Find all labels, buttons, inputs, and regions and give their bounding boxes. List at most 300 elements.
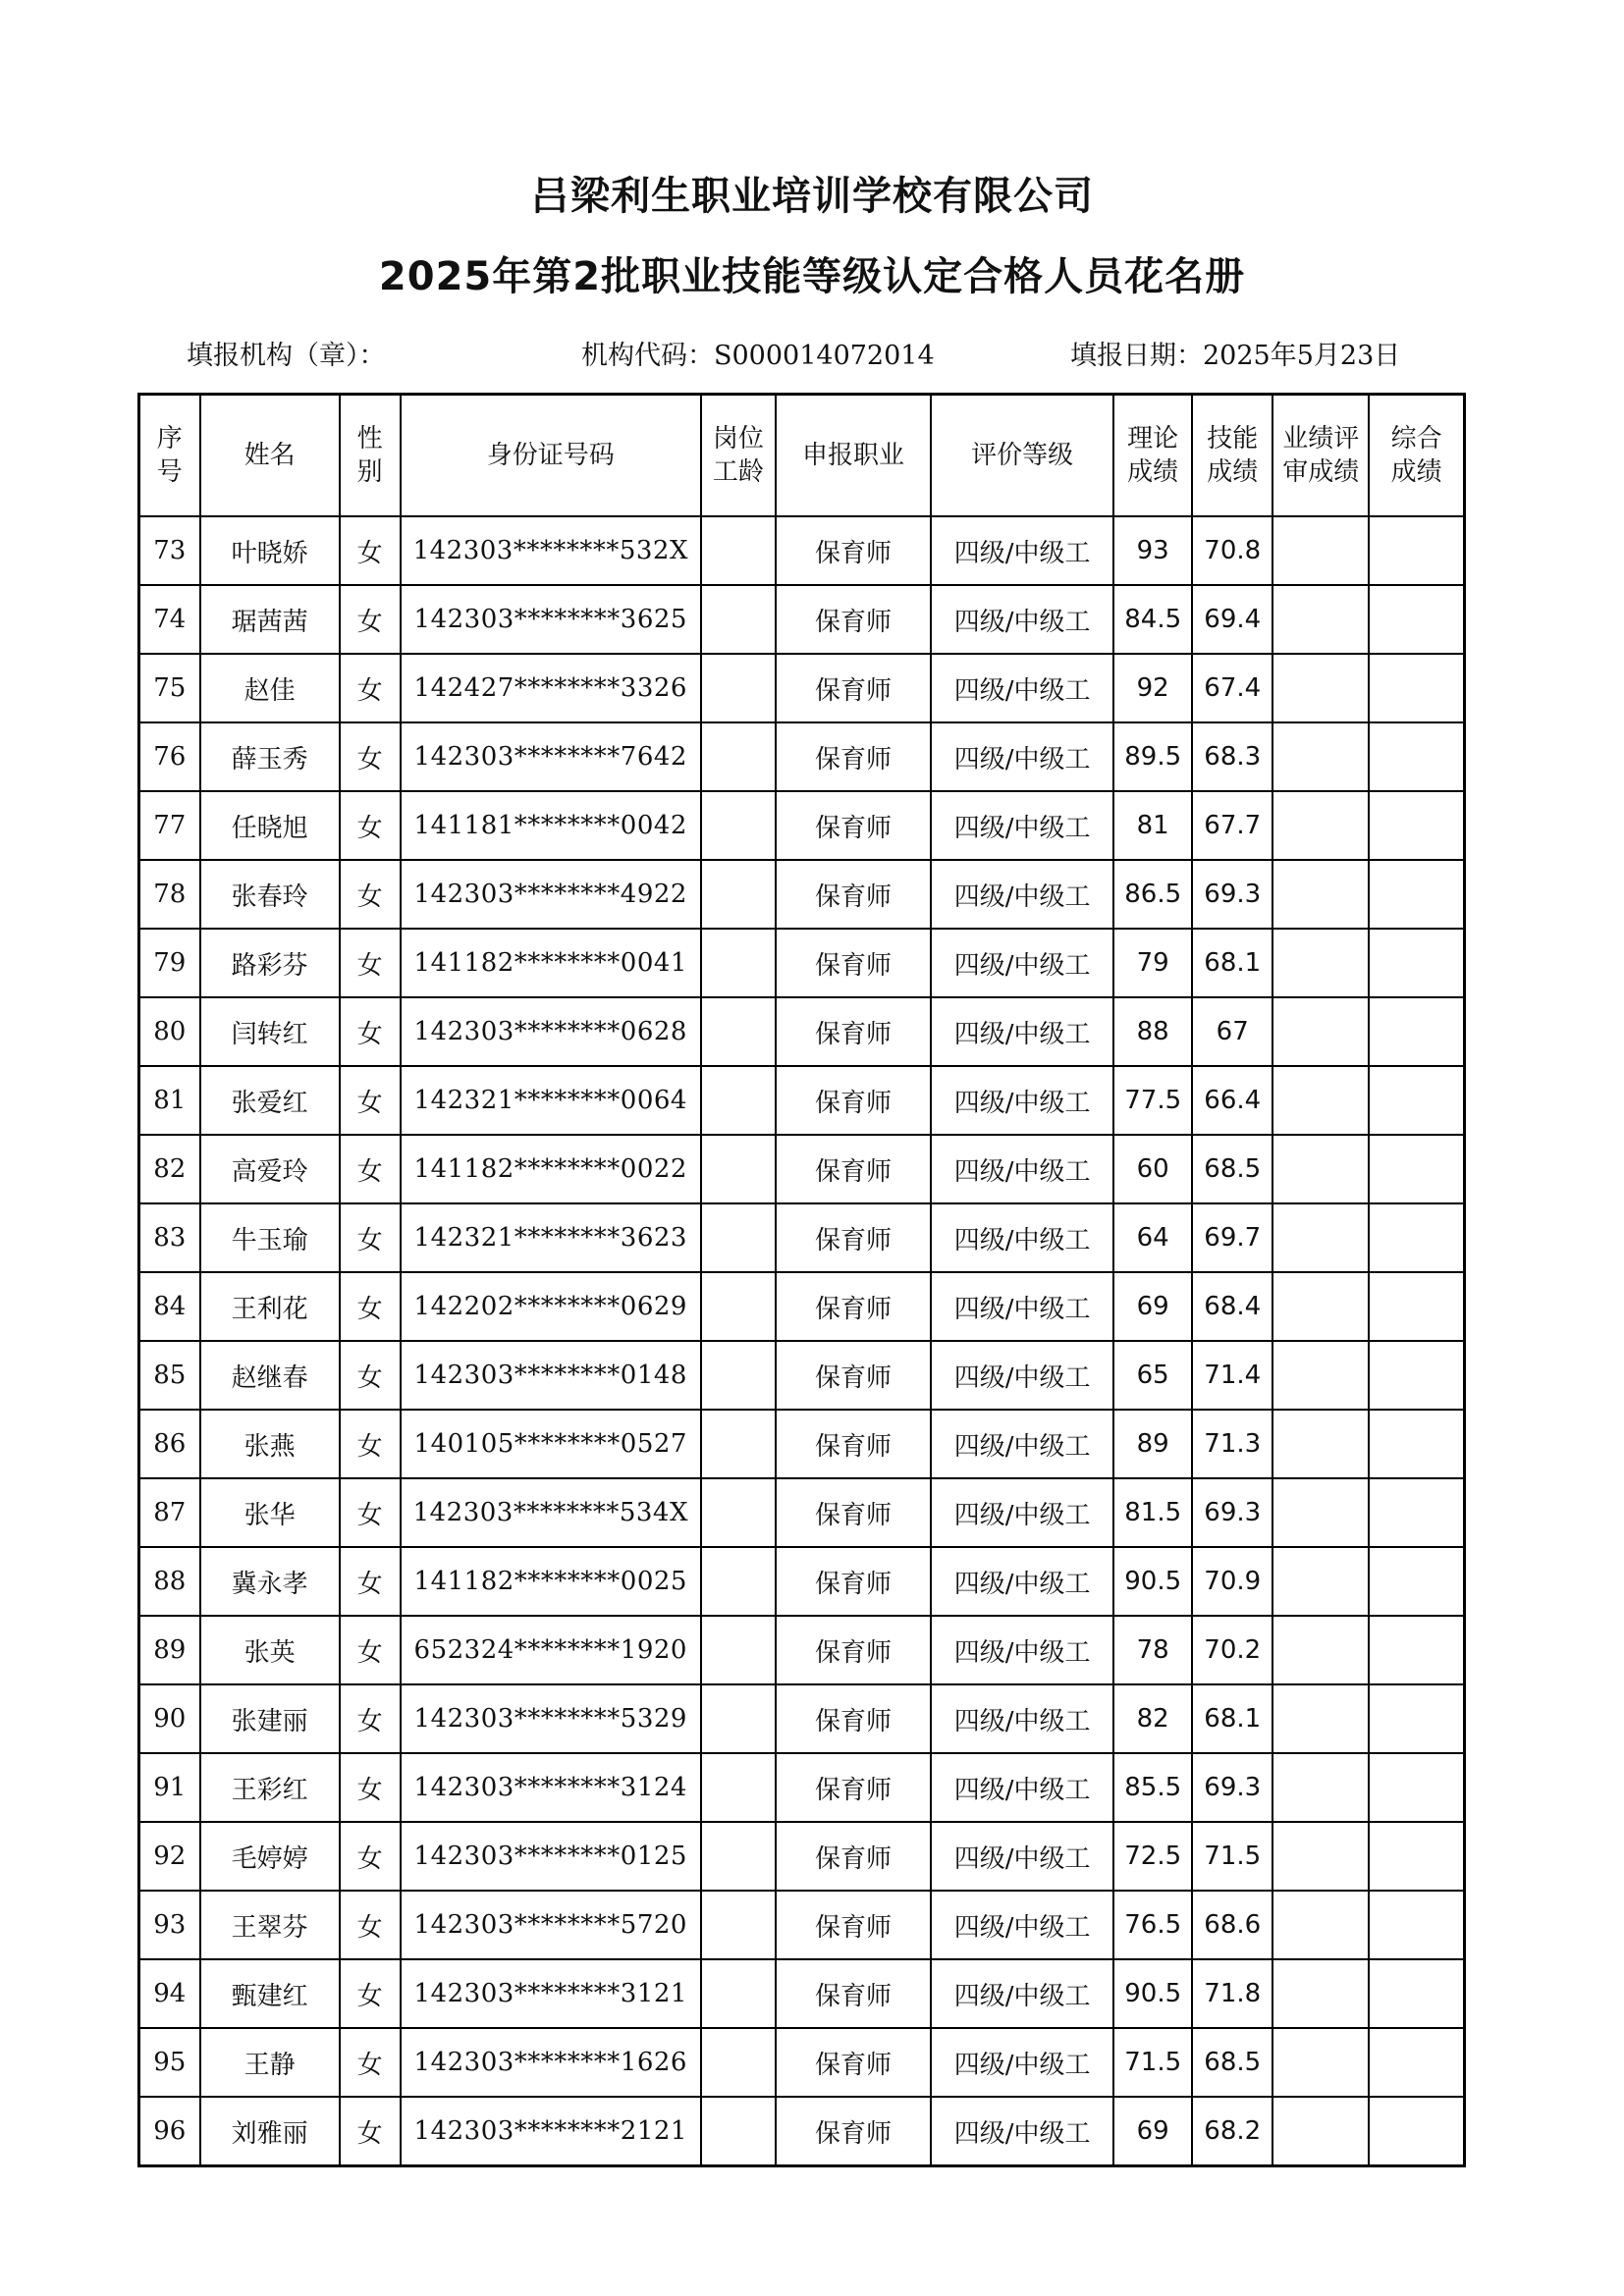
- cell-name: 王静: [200, 2028, 340, 2097]
- cell-performance-score: [1272, 1341, 1369, 1410]
- cell-theory-score: 71.5: [1113, 2028, 1192, 2097]
- cell-name: 赵继春: [200, 1341, 340, 1410]
- cell-performance-score: [1272, 1547, 1369, 1616]
- table-row: [139, 1341, 1465, 1410]
- cell-seniority: [701, 1341, 776, 1410]
- cell-occupation: 保育师: [776, 1547, 931, 1616]
- roster-table: [137, 393, 1466, 2167]
- cell-skill-score: 71.5: [1192, 1822, 1272, 1891]
- cell-occupation: 保育师: [776, 722, 931, 791]
- cell-name: 王彩红: [200, 1753, 340, 1822]
- cell-overall-score: [1369, 1547, 1464, 1616]
- cell-theory-score: 82: [1113, 1684, 1192, 1753]
- cell-sex: 女: [340, 2097, 401, 2166]
- cell-occupation: 保育师: [776, 2097, 931, 2166]
- col-header-job: 申报职业: [776, 395, 931, 517]
- table-row: [139, 2028, 1465, 2097]
- cell-theory-score: 86.5: [1113, 860, 1192, 929]
- cell-theory-score: 64: [1113, 1203, 1192, 1272]
- cell-id-number: 142303********1626: [401, 2028, 701, 2097]
- cell-theory-score: 93: [1113, 516, 1192, 585]
- cell-occupation: 保育师: [776, 1959, 931, 2028]
- cell-name: 张建丽: [200, 1684, 340, 1753]
- cell-level: 四级/中级工: [931, 1203, 1113, 1272]
- cell-skill-score: 68.3: [1192, 722, 1272, 791]
- cell-sex: 女: [340, 516, 401, 585]
- cell-level: 四级/中级工: [931, 1341, 1113, 1410]
- table-row: [139, 1616, 1465, 1684]
- cell-occupation: 保育师: [776, 1822, 931, 1891]
- cell-overall-score: [1369, 2097, 1464, 2166]
- cell-theory-score: 78: [1113, 1616, 1192, 1684]
- cell-name: 刘雅丽: [200, 2097, 340, 2166]
- cell-sex: 女: [340, 1410, 401, 1478]
- cell-overall-score: [1369, 1203, 1464, 1272]
- cell-seniority: [701, 1410, 776, 1478]
- cell-occupation: 保育师: [776, 1135, 931, 1203]
- cell-no: 73: [139, 516, 200, 585]
- cell-theory-score: 88: [1113, 997, 1192, 1066]
- cell-sex: 女: [340, 1547, 401, 1616]
- cell-level: 四级/中级工: [931, 1822, 1113, 1891]
- cell-performance-score: [1272, 997, 1369, 1066]
- cell-occupation: 保育师: [776, 516, 931, 585]
- cell-skill-score: 68.6: [1192, 1891, 1272, 1959]
- table-row: [139, 1410, 1465, 1478]
- cell-overall-score: [1369, 929, 1464, 997]
- cell-skill-score: 68.1: [1192, 929, 1272, 997]
- col-header-level: 评价等级: [931, 395, 1113, 517]
- table-body: [139, 516, 1465, 2166]
- cell-skill-score: 66.4: [1192, 1066, 1272, 1135]
- cell-name: 路彩芬: [200, 929, 340, 997]
- col-header-seniority: 岗位工龄: [701, 395, 776, 517]
- cell-overall-score: [1369, 1684, 1464, 1753]
- table-header-row: [139, 395, 1465, 517]
- cell-theory-score: 65: [1113, 1341, 1192, 1410]
- cell-sex: 女: [340, 1341, 401, 1410]
- cell-occupation: 保育师: [776, 1341, 931, 1410]
- cell-seniority: [701, 860, 776, 929]
- cell-skill-score: 68.5: [1192, 1135, 1272, 1203]
- cell-theory-score: 79: [1113, 929, 1192, 997]
- cell-no: 95: [139, 2028, 200, 2097]
- cell-seniority: [701, 1203, 776, 1272]
- cell-level: 四级/中级工: [931, 2028, 1113, 2097]
- cell-level: 四级/中级工: [931, 585, 1113, 654]
- cell-sex: 女: [340, 929, 401, 997]
- cell-occupation: 保育师: [776, 654, 931, 722]
- cell-theory-score: 90.5: [1113, 1547, 1192, 1616]
- cell-theory-score: 77.5: [1113, 1066, 1192, 1135]
- cell-sex: 女: [340, 654, 401, 722]
- table-row: [139, 585, 1465, 654]
- cell-seniority: [701, 1959, 776, 2028]
- cell-seniority: [701, 1135, 776, 1203]
- cell-performance-score: [1272, 2097, 1369, 2166]
- cell-skill-score: 68.4: [1192, 1272, 1272, 1341]
- cell-name: 张春玲: [200, 860, 340, 929]
- cell-seniority: [701, 929, 776, 997]
- cell-theory-score: 89.5: [1113, 722, 1192, 791]
- cell-performance-score: [1272, 1410, 1369, 1478]
- cell-overall-score: [1369, 860, 1464, 929]
- cell-overall-score: [1369, 1410, 1464, 1478]
- cell-sex: 女: [340, 1684, 401, 1753]
- cell-no: 74: [139, 585, 200, 654]
- cell-seniority: [701, 1753, 776, 1822]
- cell-skill-score: 67: [1192, 997, 1272, 1066]
- cell-performance-score: [1272, 585, 1369, 654]
- cell-id-number: 141182********0025: [401, 1547, 701, 1616]
- cell-sex: 女: [340, 1066, 401, 1135]
- cell-theory-score: 89: [1113, 1410, 1192, 1478]
- cell-performance-score: [1272, 1959, 1369, 2028]
- col-header-performance: 业绩评审成绩: [1272, 395, 1369, 517]
- cell-id-number: 142427********3326: [401, 654, 701, 722]
- cell-level: 四级/中级工: [931, 929, 1113, 997]
- table-row: [139, 654, 1465, 722]
- cell-occupation: 保育师: [776, 2028, 931, 2097]
- cell-overall-score: [1369, 516, 1464, 585]
- cell-name: 牛玉瑜: [200, 1203, 340, 1272]
- cell-occupation: 保育师: [776, 1478, 931, 1547]
- cell-level: 四级/中级工: [931, 1753, 1113, 1822]
- cell-occupation: 保育师: [776, 860, 931, 929]
- filing-organization-label: 填报机构（章）：: [187, 341, 386, 371]
- cell-seniority: [701, 722, 776, 791]
- cell-no: 84: [139, 1272, 200, 1341]
- table-row: [139, 516, 1465, 585]
- table-row: [139, 2097, 1465, 2166]
- cell-level: 四级/中级工: [931, 1272, 1113, 1341]
- cell-theory-score: 81: [1113, 791, 1192, 860]
- cell-theory-score: 69: [1113, 2097, 1192, 2166]
- cell-skill-score: 69.4: [1192, 585, 1272, 654]
- cell-no: 76: [139, 722, 200, 791]
- cell-sex: 女: [340, 585, 401, 654]
- table-row: [139, 1547, 1465, 1616]
- cell-skill-score: 71.8: [1192, 1959, 1272, 2028]
- cell-name: 张华: [200, 1478, 340, 1547]
- cell-performance-score: [1272, 1066, 1369, 1135]
- cell-skill-score: 68.1: [1192, 1684, 1272, 1753]
- cell-no: 89: [139, 1616, 200, 1684]
- col-header-name: 姓名: [200, 395, 340, 517]
- cell-id-number: 142303********3124: [401, 1753, 701, 1822]
- table-row: [139, 997, 1465, 1066]
- cell-id-number: 140105********0527: [401, 1410, 701, 1478]
- cell-sex: 女: [340, 1616, 401, 1684]
- cell-name: 张燕: [200, 1410, 340, 1478]
- cell-level: 四级/中级工: [931, 516, 1113, 585]
- cell-skill-score: 68.5: [1192, 2028, 1272, 2097]
- cell-overall-score: [1369, 2028, 1464, 2097]
- cell-occupation: 保育师: [776, 1272, 931, 1341]
- cell-level: 四级/中级工: [931, 722, 1113, 791]
- cell-overall-score: [1369, 1891, 1464, 1959]
- cell-seniority: [701, 1478, 776, 1547]
- cell-theory-score: 69: [1113, 1272, 1192, 1341]
- organization-code: 机构代码：S000014072014: [581, 341, 935, 371]
- cell-id-number: 142303********4922: [401, 860, 701, 929]
- cell-overall-score: [1369, 1066, 1464, 1135]
- cell-occupation: 保育师: [776, 1684, 931, 1753]
- document-title: 吕梁利生职业培训学校有限公司: [530, 174, 1094, 219]
- cell-no: 78: [139, 860, 200, 929]
- cell-skill-score: 67.7: [1192, 791, 1272, 860]
- cell-overall-score: [1369, 791, 1464, 860]
- cell-level: 四级/中级工: [931, 654, 1113, 722]
- cell-occupation: 保育师: [776, 791, 931, 860]
- cell-performance-score: [1272, 929, 1369, 997]
- cell-no: 85: [139, 1341, 200, 1410]
- cell-id-number: 141182********0022: [401, 1135, 701, 1203]
- table-row: [139, 929, 1465, 997]
- cell-no: 88: [139, 1547, 200, 1616]
- table-row: [139, 1753, 1465, 1822]
- table-row: [139, 791, 1465, 860]
- col-header-skill: 技能成绩: [1192, 395, 1272, 517]
- cell-occupation: 保育师: [776, 997, 931, 1066]
- cell-skill-score: 69.3: [1192, 1478, 1272, 1547]
- cell-sex: 女: [340, 1135, 401, 1203]
- table-row: [139, 1135, 1465, 1203]
- cell-id-number: 142303********5720: [401, 1891, 701, 1959]
- cell-name: 闫转红: [200, 997, 340, 1066]
- cell-no: 92: [139, 1822, 200, 1891]
- cell-seniority: [701, 1891, 776, 1959]
- cell-id-number: 141181********0042: [401, 791, 701, 860]
- cell-id-number: 142303********0148: [401, 1341, 701, 1410]
- cell-id-number: 142303********532X: [401, 516, 701, 585]
- filing-date: 填报日期：2025年5月23日: [1070, 341, 1401, 371]
- cell-sex: 女: [340, 722, 401, 791]
- cell-skill-score: 68.2: [1192, 2097, 1272, 2166]
- cell-overall-score: [1369, 997, 1464, 1066]
- cell-id-number: 141182********0041: [401, 929, 701, 997]
- cell-overall-score: [1369, 1341, 1464, 1410]
- cell-overall-score: [1369, 1959, 1464, 2028]
- cell-occupation: 保育师: [776, 1410, 931, 1478]
- cell-level: 四级/中级工: [931, 1478, 1113, 1547]
- cell-theory-score: 76.5: [1113, 1891, 1192, 1959]
- cell-performance-score: [1272, 1616, 1369, 1684]
- cell-overall-score: [1369, 1478, 1464, 1547]
- cell-seniority: [701, 1684, 776, 1753]
- cell-overall-score: [1369, 585, 1464, 654]
- cell-sex: 女: [340, 791, 401, 860]
- cell-occupation: 保育师: [776, 1066, 931, 1135]
- cell-skill-score: 69.7: [1192, 1203, 1272, 1272]
- cell-sex: 女: [340, 1203, 401, 1272]
- cell-no: 79: [139, 929, 200, 997]
- col-header-id: 身份证号码: [401, 395, 701, 517]
- cell-theory-score: 90.5: [1113, 1959, 1192, 2028]
- table-row: [139, 1272, 1465, 1341]
- cell-sex: 女: [340, 1891, 401, 1959]
- cell-no: 91: [139, 1753, 200, 1822]
- cell-overall-score: [1369, 1616, 1464, 1684]
- cell-sex: 女: [340, 1753, 401, 1822]
- cell-name: 赵佳: [200, 654, 340, 722]
- cell-occupation: 保育师: [776, 585, 931, 654]
- cell-overall-score: [1369, 1753, 1464, 1822]
- cell-skill-score: 70.8: [1192, 516, 1272, 585]
- cell-no: 80: [139, 997, 200, 1066]
- cell-id-number: 142303********534X: [401, 1478, 701, 1547]
- cell-name: 甄建红: [200, 1959, 340, 2028]
- cell-level: 四级/中级工: [931, 791, 1113, 860]
- cell-name: 张英: [200, 1616, 340, 1684]
- table-row: [139, 1891, 1465, 1959]
- cell-sex: 女: [340, 1959, 401, 2028]
- cell-no: 90: [139, 1684, 200, 1753]
- cell-level: 四级/中级工: [931, 2097, 1113, 2166]
- cell-name: 冀永孝: [200, 1547, 340, 1616]
- cell-seniority: [701, 1547, 776, 1616]
- cell-no: 75: [139, 654, 200, 722]
- cell-performance-score: [1272, 1478, 1369, 1547]
- cell-no: 96: [139, 2097, 200, 2166]
- cell-skill-score: 71.3: [1192, 1410, 1272, 1478]
- cell-id-number: 142303********3625: [401, 585, 701, 654]
- cell-seniority: [701, 1272, 776, 1341]
- cell-theory-score: 72.5: [1113, 1822, 1192, 1891]
- cell-no: 94: [139, 1959, 200, 2028]
- cell-performance-score: [1272, 654, 1369, 722]
- cell-overall-score: [1369, 1135, 1464, 1203]
- cell-level: 四级/中级工: [931, 860, 1113, 929]
- cell-overall-score: [1369, 1272, 1464, 1341]
- cell-occupation: 保育师: [776, 1753, 931, 1822]
- cell-performance-score: [1272, 1753, 1369, 1822]
- cell-name: 王利花: [200, 1272, 340, 1341]
- table-row: [139, 722, 1465, 791]
- cell-id-number: 142303********7642: [401, 722, 701, 791]
- cell-sex: 女: [340, 1822, 401, 1891]
- cell-seniority: [701, 997, 776, 1066]
- cell-performance-score: [1272, 1272, 1369, 1341]
- cell-no: 93: [139, 1891, 200, 1959]
- cell-id-number: 142303********0125: [401, 1822, 701, 1891]
- cell-sex: 女: [340, 2028, 401, 2097]
- cell-seniority: [701, 1066, 776, 1135]
- cell-level: 四级/中级工: [931, 1891, 1113, 1959]
- cell-theory-score: 92: [1113, 654, 1192, 722]
- table-row: [139, 860, 1465, 929]
- table-row: [139, 1822, 1465, 1891]
- cell-sex: 女: [340, 860, 401, 929]
- cell-performance-score: [1272, 1822, 1369, 1891]
- cell-seniority: [701, 585, 776, 654]
- cell-id-number: 142303********5329: [401, 1684, 701, 1753]
- cell-seniority: [701, 2028, 776, 2097]
- cell-performance-score: [1272, 516, 1369, 585]
- cell-skill-score: 69.3: [1192, 1753, 1272, 1822]
- cell-level: 四级/中级工: [931, 997, 1113, 1066]
- cell-occupation: 保育师: [776, 1616, 931, 1684]
- cell-seniority: [701, 516, 776, 585]
- cell-name: 琚茜茜: [200, 585, 340, 654]
- cell-name: 薛玉秀: [200, 722, 340, 791]
- cell-id-number: 142303********2121: [401, 2097, 701, 2166]
- cell-occupation: 保育师: [776, 1203, 931, 1272]
- cell-theory-score: 81.5: [1113, 1478, 1192, 1547]
- cell-level: 四级/中级工: [931, 1410, 1113, 1478]
- cell-performance-score: [1272, 1891, 1369, 1959]
- cell-performance-score: [1272, 722, 1369, 791]
- cell-name: 高爱玲: [200, 1135, 340, 1203]
- cell-skill-score: 67.4: [1192, 654, 1272, 722]
- cell-name: 张爱红: [200, 1066, 340, 1135]
- cell-no: 83: [139, 1203, 200, 1272]
- cell-skill-score: 71.4: [1192, 1341, 1272, 1410]
- cell-occupation: 保育师: [776, 1891, 931, 1959]
- cell-theory-score: 85.5: [1113, 1753, 1192, 1822]
- cell-level: 四级/中级工: [931, 1959, 1113, 2028]
- col-header-theory: 理论成绩: [1113, 395, 1192, 517]
- cell-overall-score: [1369, 722, 1464, 791]
- table-row: [139, 1066, 1465, 1135]
- cell-id-number: 142321********0064: [401, 1066, 701, 1135]
- cell-level: 四级/中级工: [931, 1135, 1113, 1203]
- cell-level: 四级/中级工: [931, 1616, 1113, 1684]
- cell-level: 四级/中级工: [931, 1684, 1113, 1753]
- table-row: [139, 1684, 1465, 1753]
- cell-id-number: 142202********0629: [401, 1272, 701, 1341]
- cell-sex: 女: [340, 997, 401, 1066]
- cell-id-number: 142303********3121: [401, 1959, 701, 2028]
- cell-level: 四级/中级工: [931, 1066, 1113, 1135]
- col-header-overall: 综合成绩: [1369, 395, 1464, 517]
- cell-overall-score: [1369, 654, 1464, 722]
- table-row: [139, 1959, 1465, 2028]
- cell-skill-score: 69.3: [1192, 860, 1272, 929]
- cell-theory-score: 84.5: [1113, 585, 1192, 654]
- cell-sex: 女: [340, 1272, 401, 1341]
- cell-performance-score: [1272, 1684, 1369, 1753]
- cell-name: 毛婷婷: [200, 1822, 340, 1891]
- col-header-sex: 性别: [340, 395, 401, 517]
- cell-performance-score: [1272, 2028, 1369, 2097]
- document-subtitle: 2025年第2批职业技能等级认定合格人员花名册: [378, 254, 1246, 299]
- cell-no: 81: [139, 1066, 200, 1135]
- cell-name: 任晓旭: [200, 791, 340, 860]
- cell-skill-score: 70.9: [1192, 1547, 1272, 1616]
- cell-seniority: [701, 654, 776, 722]
- cell-no: 86: [139, 1410, 200, 1478]
- cell-id-number: 142303********0628: [401, 997, 701, 1066]
- cell-seniority: [701, 2097, 776, 2166]
- cell-skill-score: 70.2: [1192, 1616, 1272, 1684]
- cell-no: 82: [139, 1135, 200, 1203]
- cell-name: 叶晓娇: [200, 516, 340, 585]
- cell-no: 77: [139, 791, 200, 860]
- cell-performance-score: [1272, 860, 1369, 929]
- table-row: [139, 1203, 1465, 1272]
- cell-performance-score: [1272, 1203, 1369, 1272]
- table-row: [139, 1478, 1465, 1547]
- cell-no: 87: [139, 1478, 200, 1547]
- cell-theory-score: 60: [1113, 1135, 1192, 1203]
- cell-level: 四级/中级工: [931, 1547, 1113, 1616]
- cell-seniority: [701, 1616, 776, 1684]
- cell-performance-score: [1272, 1135, 1369, 1203]
- cell-seniority: [701, 791, 776, 860]
- cell-name: 王翠芬: [200, 1891, 340, 1959]
- cell-overall-score: [1369, 1822, 1464, 1891]
